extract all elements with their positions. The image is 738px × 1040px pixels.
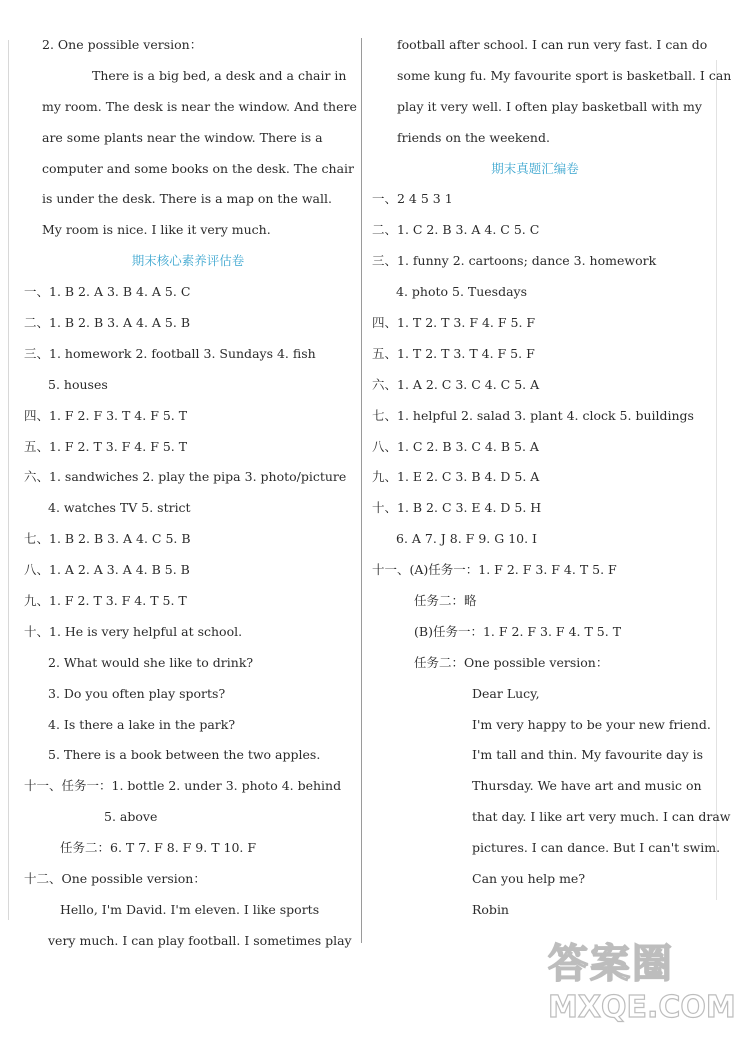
answer-line: 十、1. B 2. C 3. E 4. D 5. H <box>372 500 542 516</box>
answer-line: 四、1. T 2. T 3. F 4. F 5. F <box>372 315 536 331</box>
essay-line: My room is nice. I like it very much. <box>42 222 271 238</box>
essay-line: friends on the weekend. <box>397 129 550 145</box>
watermark-en-text: MXQE.COM <box>548 990 736 1025</box>
essay-line: play it very well. I often play basketball with my <box>397 98 702 114</box>
essay-line: are some plants near the window. There is a <box>42 129 323 145</box>
answer-line: 任务二：6. T 7. F 8. F 9. T 10. F <box>60 840 257 856</box>
column-divider <box>361 38 362 943</box>
essay-line: some kung fu. My favourite sport is basketball. I can <box>397 67 732 83</box>
answer-line: 四、1. F 2. F 3. T 4. F 5. T <box>24 407 188 423</box>
answer-line: 一、1. B 2. A 3. B 4. A 5. C <box>24 284 191 300</box>
letter-line: Dear Lucy, <box>472 685 540 701</box>
answer-line: 三、1. funny 2. cartoons; dance 3. homework <box>372 253 657 269</box>
version-label: 2. One possible version： <box>42 37 203 52</box>
answer-line: 七、1. B 2. B 3. A 4. C 5. B <box>24 531 191 547</box>
answer-line: 五、1. F 2. T 3. F 4. F 5. T <box>24 438 188 454</box>
answer-line: 八、1. A 2. A 3. A 4. B 5. B <box>24 562 190 578</box>
essay-line: There is a big bed, a desk and a chair in <box>92 67 347 83</box>
answer-line: 十一、(A)任务一：1. F 2. F 3. F 4. T 5. F <box>372 562 617 578</box>
answer-line: 十二、One possible version： <box>24 871 206 887</box>
section-heading: 期末真题汇编卷 <box>491 160 579 176</box>
answer-line: 二、1. C 2. B 3. A 4. C 5. C <box>372 222 540 238</box>
answer-line: 任务二：One possible version： <box>414 654 609 670</box>
answer-line: 六、1. sandwiches 2. play the pipa 3. photo/picture <box>24 469 347 485</box>
letter-line: that day. I like art very much. I can draw <box>472 809 731 825</box>
essay-line: my room. The desk is near the window. And there <box>42 98 357 114</box>
answer-line: 4. Is there a lake in the park? <box>48 716 236 732</box>
answer-line: 3. Do you often play sports? <box>48 685 226 701</box>
answer-line: (B)任务一：1. F 2. F 3. F 4. T 5. T <box>414 623 622 639</box>
answer-line: 三、1. homework 2. football 3. Sundays 4. fish <box>24 345 316 361</box>
letter-line: I'm tall and thin. My favourite day is <box>472 747 704 763</box>
section-heading: 期末核心素养评估卷 <box>131 253 245 269</box>
answer-line: 七、1. helpful 2. salad 3. plant 4. clock 5. buildings <box>372 407 694 423</box>
letter-line: Thursday. We have art and music on <box>472 778 702 794</box>
answer-line: 任务二：略 <box>414 593 477 609</box>
watermark-cn-text: 答案圈 <box>548 941 674 987</box>
answer-line: 5. houses <box>48 376 108 392</box>
answer-line: 十、1. He is very helpful at school. <box>24 623 243 639</box>
page-edge-shadow <box>8 40 9 920</box>
answer-line: 一、2 4 5 3 1 <box>372 191 453 207</box>
answer-line: 十一、任务一：1. bottle 2. under 3. photo 4. behind <box>24 778 342 794</box>
essay-line: is under the desk. There is a map on the wall. <box>42 191 332 207</box>
answer-line: 五、1. T 2. T 3. T 4. F 5. F <box>372 345 535 361</box>
answer-line: 5. above <box>104 809 158 825</box>
answer-line: 4. watches TV 5. strict <box>48 500 191 516</box>
answer-line: 六、1. A 2. C 3. C 4. C 5. A <box>372 376 540 392</box>
answer-line: 九、1. E 2. C 3. B 4. D 5. A <box>372 469 540 485</box>
letter-line: I'm very happy to be your new friend. <box>472 716 711 732</box>
answer-line: 4. photo 5. Tuesdays <box>396 284 528 300</box>
letter-line: pictures. I can dance. But I can't swim. <box>472 840 721 856</box>
answer-line: 6. A 7. J 8. F 9. G 10. I <box>396 531 537 547</box>
essay-line: very much. I can play football. I sometimes play <box>48 932 352 948</box>
letter-line: Robin <box>472 901 509 917</box>
watermark-logo <box>548 940 736 1035</box>
left-column <box>24 30 357 957</box>
letter-line: Can you help me? <box>472 871 586 887</box>
answer-line: 九、1. F 2. T 3. F 4. T 5. T <box>24 593 187 609</box>
answer-line: 5. There is a book between the two apples. <box>48 747 321 763</box>
right-column <box>372 30 732 926</box>
essay-line: football after school. I can run very fast. I can do <box>397 37 708 52</box>
essay-line: computer and some books on the desk. The chair <box>42 160 355 176</box>
answer-line: 八、1. C 2. B 3. C 4. B 5. A <box>372 438 539 454</box>
answer-line: 二、1. B 2. B 3. A 4. A 5. B <box>24 315 191 331</box>
page-edge-shadow-right <box>716 60 717 900</box>
answer-line: 2. What would she like to drink? <box>48 654 254 670</box>
essay-line: Hello, I'm David. I'm eleven. I like sports <box>60 901 320 917</box>
